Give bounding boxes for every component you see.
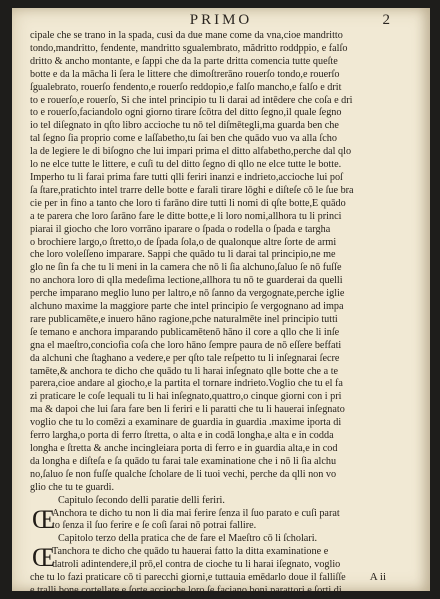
text-line: piarai il giocho che loro vorrāno iparare o ſpada o rodella o ſpada e targha [30, 223, 331, 235]
text-line: Imperho tu li farai prima fare tutti qlli feriri inanzi e indrieto,accioche lui poſ [30, 171, 343, 183]
text-line: longha e ſtretta & anche incingleiara porta di ferro e in guardia alta,e in cod [30, 443, 338, 454]
chapter-3-line: datroli adintendere,il prō,el contra de cioche tu li harai iſegnato, voglio [52, 559, 341, 571]
text-line: voglio che tu lo comēzi a examinare de guardia in guardia .maxime iporta di [30, 417, 342, 429]
text-line: parera,cioe andare al giocho,e la partita el tornare indrieto.Voglio che tu el fa [30, 378, 343, 390]
chapter-2-heading: Capitulo ſecondo delli paratie delli feriri. [58, 494, 225, 506]
text-line: botte e da la mācha li ſera le littere che dimoſtrerāno rouerſo tondo,e rouerſo [30, 68, 340, 80]
text-line: alchuno maxime la maggiore parte che intel principio ſe vergognano ad impa [30, 301, 344, 313]
body-text [30, 30, 418, 598]
text-line: ma & dapoi che lui ſara fare ben li feriri e li paratti che tu li hauerai inſegnato [30, 404, 345, 416]
text-line: cie per in fino a tanto che loro ti farāno dire tutti li nomi di qſte botte,E quādo [30, 197, 346, 209]
page-number: 2 [382, 12, 390, 28]
text-line: ſe temano e anchora imparando publicamētenō hāno il core a qllo che li inſe [30, 326, 340, 338]
chapter-3-line: che tu lo fazi praticare cō ti parecchi giorni,e tuttauia emēdarlo doue il falliſſe [30, 572, 346, 584]
text-line: zi praticare le coſe lequali tu li hai inſegnato,quattro,o cinque giorni con i pri [30, 391, 342, 403]
running-title: PRIMO [189, 12, 253, 28]
text-line: tal ſegno ſia proprio come e laſſabetho,tu ſai ben che quādo vuo va alla ſcho [30, 133, 337, 145]
text-line: tondo,mandritto, fendente, mandritto sgualembrato, mădritto roddppio, e falſo [30, 42, 348, 54]
text-line: glio che tu te guardi. [30, 481, 115, 493]
text-line: o brochiere largo,o ſtretto,o de ſpada ſola,o de qualonque altre ſorte de armi [30, 236, 337, 248]
drop-cap: Œ [32, 543, 56, 573]
text-line: ſa ſtare,pratichto intel trarre delle botte e farali tirare lōghi e diſteſe cō le ſue bra [30, 184, 354, 196]
text-line: rare publicamēte,e inuero hāno ragione,pche naturalmēte inel principio tutti [30, 313, 338, 325]
text-line: la de legiere le di biſogno che lui impari prima el ditto alfabetho,perche dal qlo [30, 146, 352, 158]
text-line: no anchora loro di qlla medeſima lectione,allhora tu nō te guarderai da quelli [30, 275, 343, 287]
chapter-2-line: to ſenza il ſuo ferire e ſe coſi ſarai nō potrai fallire. [52, 520, 257, 532]
chapter-3-line: e tralli bone cortellate,e ſorte,accioche loro ſe faciano boni parattori e ſorti di [30, 584, 342, 596]
book-page [12, 8, 430, 596]
chapter-2-line: Anchora te dicho tu non li dia mai ferire ſenza il ſuo parato e cuſi parat [52, 507, 340, 519]
drop-cap: Œ [32, 504, 56, 534]
text-line: to e rouerſo,e rouerſo, Si che intel principio tu li darai ad intēdere che coſa e dri [30, 94, 353, 106]
text-line: da alchuni che ſtaghano a vedere,e per qſto tale reſpetto tu li inſegnarai ſecre [30, 352, 340, 364]
text-line: a te parera che loro ſarāno fare le ditte botte,e li loro nomi,allhora tu li princi [30, 210, 342, 222]
chapter-2-paragraph [30, 504, 418, 534]
text-line: da longha e diſteſa e ſa quādo tu farai tale examinatione che i nō li ſia alchu [30, 455, 337, 467]
signature-mark: A ii [369, 571, 386, 583]
text-line: no,ſaluo ſe non fuſſe qualche ſcholare de li tuoi vechi, perche da qlli non vo [30, 468, 337, 480]
text-line: gna el maeſtro,conciofia coſa che loro hāno ſempre paura de nō eſſere beffati [30, 339, 342, 351]
chapter-3-paragraph [30, 543, 418, 598]
text-line: perche imparano meglio luno per laltro,e nō ſanno da vergognate,perche iglie [30, 288, 345, 300]
text-line: lo ne elce tutte le littere, e cuſi tu del ditto ſegno di qllo ne elce tutte le botte. [30, 159, 342, 171]
text-line: tamēte,& anchora te dicho che quādo tu li harai inſegnato qlle botte che a te [30, 365, 339, 377]
text-line: ſgualebrato, rouerſo fendento,e rouerſo reddopio,e falſo mancho,e falſo e drit [30, 81, 342, 93]
chapter-3-line: Tanchora te dicho che quādo tu hauerai fatto la ditta examinatione e [52, 546, 329, 558]
text-line: ferro largha,o porta di ferro ſtretta, o alta e in codā longha,e alta e in codda [30, 430, 334, 442]
text-line: che loro voleſſeno imparare. Sappi che quādo tu li darai tal principio,ne me [30, 249, 336, 261]
text-line: glo ne ſin fa che tu li meni in la camera che nō li ſia alchuno,ſaluo ſe nō fuſſe [30, 262, 342, 274]
chapter-3-heading: Capitolo terzo della pratica che de fare el Maeſtro cō li ſcholari. [58, 533, 318, 545]
text-line: to e rouerſo,faciandolo ogni giorno tirare ſcōtra del ditto ſegno,il quale ſegno [30, 107, 342, 119]
main-paragraph [30, 30, 418, 495]
text-line: dritto & ancho montante, e ſappi che da la parte dritta comencia tutte queſte [30, 55, 338, 67]
text-line: cipale che se trano in la spada, cusi da due mane come da vna,cioe mandritto [30, 30, 343, 41]
text-line: io tel diſegnato in qſto libro accioche tu nō tel diſmētegli,ma guarda ben che [30, 120, 339, 132]
